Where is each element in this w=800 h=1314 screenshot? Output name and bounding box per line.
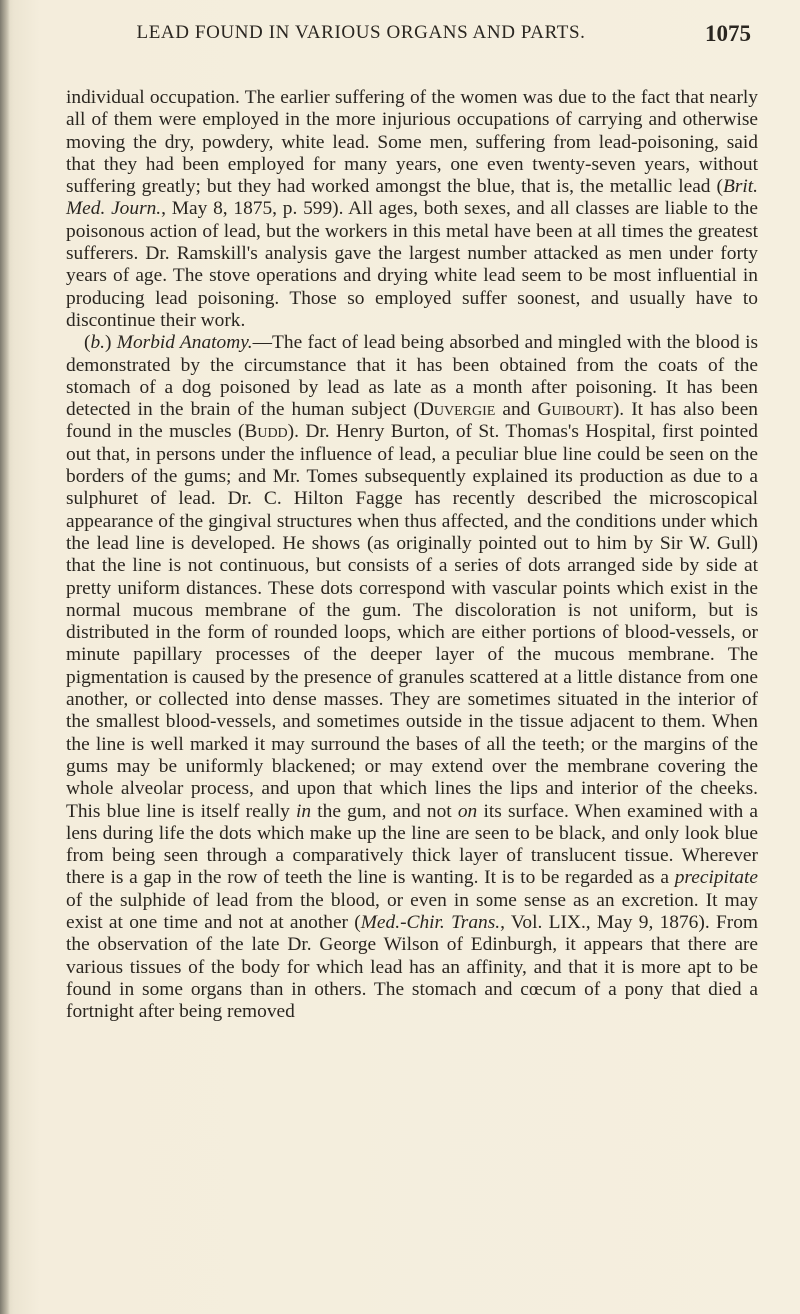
small-caps-name: Budd bbox=[244, 421, 288, 443]
paragraph-morbid-anatomy bbox=[66, 332, 758, 1023]
text-run: ) bbox=[105, 332, 117, 354]
italic-text: Brit. Med. Journ. bbox=[66, 176, 758, 220]
running-head: LEAD FOUND IN VARIOUS ORGANS AND PARTS. bbox=[136, 22, 586, 43]
italic-text: on bbox=[457, 800, 478, 822]
text-run: ( bbox=[84, 332, 91, 354]
body-text bbox=[66, 87, 758, 1023]
text-run: ). Dr. Henry Burton, of St. Thomas's Hospital, first pointed out that, in persons under the influence of lead, a peculiar blue line could be seen on the borders of the gums; and Mr. Tomes subsequently explained its production as due to a sulphuret of lead. Dr. C. Hilton Fagge has recently described the microscopical appearance of the gingival structures when thus affected, and the conditions under which the lead line is developed. He shows (as originally pointed out to him by Sir W. Gull) that the line is not continuous, but consists of a series of dots arranged side by side at pretty uniform distances. These dots correspond with vascular points which exist in the normal mucous membrane of the gum. The discoloration is not uniform, but is distributed in the form of rounded loops, which are either portions of blood-vessels, or minute papillary processes of the deeper layer of the mucous membrane. The pigmentation is caused by the presence of granules scattered at a little distance from one another, or collected into dense masses. They are sometimes situated in the interior of the smallest blood-vessels, and sometimes outside in the tissue adjacent to them. When the line is well marked it may surround the bases of all the teeth; or the margins of the gums may be uniformly blackened; or may extend over the membrane covering the whole alveolar process, and upon that which lines the lips and interior of the cheeks. This blue line is itself really bbox=[66, 421, 758, 822]
text-run: , Vol. LIX., May 9, 1876). From the observation of the late Dr. George Wilson of Edinburgh, it appears that there are various tissues of the body for which lead has an affinity, and that it is more apt to be found in some organs than in others. The stomach and cœcum of a pony that died a fortnight after being removed bbox=[66, 911, 758, 1023]
italic-text: precipitate bbox=[674, 867, 758, 889]
text-run: its surface. When examined with a lens during life the dots which make up the line are seen to be black, and only look blue from being seen through a comparatively thick layer of translucent tissue. Wherever there is a gap in the row of teeth the line is wanting. It is to be regarded as a bbox=[66, 800, 758, 889]
text-run: , May 8, 1875, p. 599). All ages, both sexes, and all classes are liable to the poisonous action of lead, but the workers in this metal have been at all times the greatest sufferers. Dr. Ramskill's analysis gave the largest number attacked as men under forty years of age. The stove operations and drying white lead seem to be most influential in producing lead poisoning. Those so employed suffer soonest, and usually have to discontinue their work. bbox=[66, 198, 758, 331]
small-caps-name: Guibourt bbox=[537, 399, 613, 421]
italic-text: in bbox=[295, 800, 312, 822]
text-run: individual occupation. The earlier suffering of the women was due to the fact that nearly all of them were employed in the more injurious occupations of carrying and otherwise moving the dry, powdery, white lead. Some men, suffering from lead-poisoning, said that they had been employed for many years, one even twenty-seven years, without suffering greatly; but they had worked amongst the blue, that is, the metallic lead ( bbox=[66, 87, 758, 198]
paragraph-occupation bbox=[66, 87, 758, 332]
italic-text: b. bbox=[90, 332, 106, 354]
text-run: —The fact of lead being absorbed and mingled with the blood is demonstrated by the circumstance that it has been obtained from the coats of the stomach of a dog poisoned by lead as late as a month after poisoning. It has been detected in the brain of the human subject ( bbox=[66, 332, 758, 421]
text-run: ). It has also been found in the muscles ( bbox=[66, 399, 758, 443]
text-run: the gum, and not bbox=[311, 800, 458, 822]
small-caps-name: Duvergie bbox=[419, 399, 496, 421]
page-number: 1075 bbox=[705, 21, 751, 46]
italic-text: Med.-Chir. Trans. bbox=[360, 911, 501, 933]
text-run: of the sulphide of lead from the blood, or even in some sense as an excretion. It may exist at one time and not at another ( bbox=[66, 889, 758, 933]
binding-gutter bbox=[0, 0, 10, 1314]
text-run: and bbox=[495, 399, 538, 421]
italic-text: Morbid Anatomy. bbox=[116, 332, 253, 354]
page-header bbox=[66, 22, 751, 52]
